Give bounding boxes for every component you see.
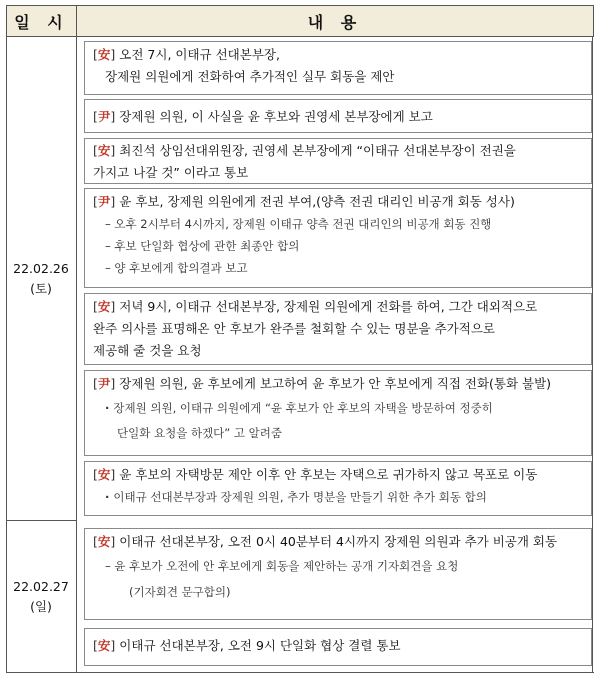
date-column-header: 일 시: [7, 6, 77, 36]
party-tag: [安]: [93, 47, 116, 62]
sub-item: – 윤 후보가 오전에 안 후보에게 회동을 제안하는 공개 기자회견을 요청: [93, 553, 583, 579]
table-header: [6, 5, 594, 37]
entry-text: 이태규 선대본부장, 오전 9시 단일화 협상 결렬 통보: [119, 638, 401, 653]
entry-text: 장제원 의원에게 전화하여 추가적인 실무 회동을 제안: [105, 69, 395, 84]
date-cell-2: [6, 520, 76, 673]
party-tag: [尹]: [93, 376, 116, 391]
entry-text: 제공해 줄 것을 요청: [93, 343, 202, 358]
entry-3: [84, 138, 592, 184]
entry-9: [84, 628, 592, 666]
entry-2: [84, 99, 592, 133]
day-value: (토): [30, 280, 52, 296]
entry-text: 이태규 선대본부장, 오전 0시 40분부터 4시까지 장제원 의원과 추가 비공개 회동: [119, 534, 558, 549]
date-value: 22.02.26: [13, 260, 69, 276]
entry-1: [84, 41, 592, 95]
entry-text: 가지고 나갈 것” 이라고 통보: [93, 165, 249, 180]
party-tag: [安]: [93, 467, 116, 482]
party-tag: [安]: [93, 638, 116, 653]
party-tag: [安]: [93, 534, 116, 549]
sub-item: – 양 후보에게 합의결과 보고: [93, 257, 583, 279]
entry-7: [84, 461, 592, 516]
date-value: 22.02.27: [13, 578, 69, 594]
sub-item: – 오후 2시부터 4시까지, 장제원 이태규 양측 전권 대리인의 비공개 회동 진행: [93, 213, 583, 235]
entry-text: 최진석 상임선대위원장, 권영세 본부장에게 “이태규 선대본부장이 전권을: [119, 143, 516, 158]
entry-text: 완주 의사를 표명해온 안 후보가 완주를 철회할 수 있는 명분을 추가적으로: [93, 321, 495, 336]
table-border-right: [592, 37, 593, 673]
party-tag: [安]: [93, 143, 116, 158]
entry-text: 저녁 9시, 이태규 선대본부장, 장제원 의원에게 전화를 하여, 그간 대외적으로: [119, 299, 538, 314]
entry-4: [84, 188, 592, 288]
table-border-middle: [76, 37, 77, 673]
sub-item: · 이태규 선대본부장과 장제원 의원, 추가 명분을 만들기 위한 추가 회동 합의: [93, 486, 583, 508]
sub-item-continued: (기자회견 문구합의): [129, 585, 231, 599]
entry-text: 오전 7시, 이태규 선대본부장,: [119, 47, 280, 62]
table-border-bottom: [6, 672, 594, 673]
sub-item-continued: 단일화 요청을 하겠다” 고 알려줌: [117, 426, 282, 440]
party-tag: [尹]: [93, 109, 116, 124]
date-cell-1: [6, 37, 76, 520]
entry-6: [84, 370, 592, 456]
content-column-header: 내 용: [307, 12, 363, 32]
sub-item: – 후보 단일화 협상에 관한 최종안 합의: [93, 235, 583, 257]
entry-text: 윤 후보의 자택방문 제안 이후 안 후보는 자택으로 귀가하지 않고 목포로 이동: [119, 467, 538, 482]
party-tag: [尹]: [93, 194, 116, 209]
entry-text: 윤 후보, 장제원 의원에게 전권 부여,(양측 전권 대리인 비공개 회동 성사): [119, 194, 515, 209]
day-value: (일): [30, 598, 52, 614]
entry-text: 장제원 의원, 이 사실을 윤 후보와 권영세 본부장에게 보고: [119, 109, 433, 124]
sub-item: · 장제원 의원, 이태규 의원에게 “윤 후보가 안 후보의 자택을 방문하여 정중히: [93, 395, 583, 422]
entry-8: [84, 528, 592, 620]
entry-5: [84, 293, 592, 365]
party-tag: [安]: [93, 299, 116, 314]
entry-text: 장제원 의원, 윤 후보에게 보고하여 윤 후보가 안 후보에게 직접 전화(통화 불발): [119, 376, 552, 391]
